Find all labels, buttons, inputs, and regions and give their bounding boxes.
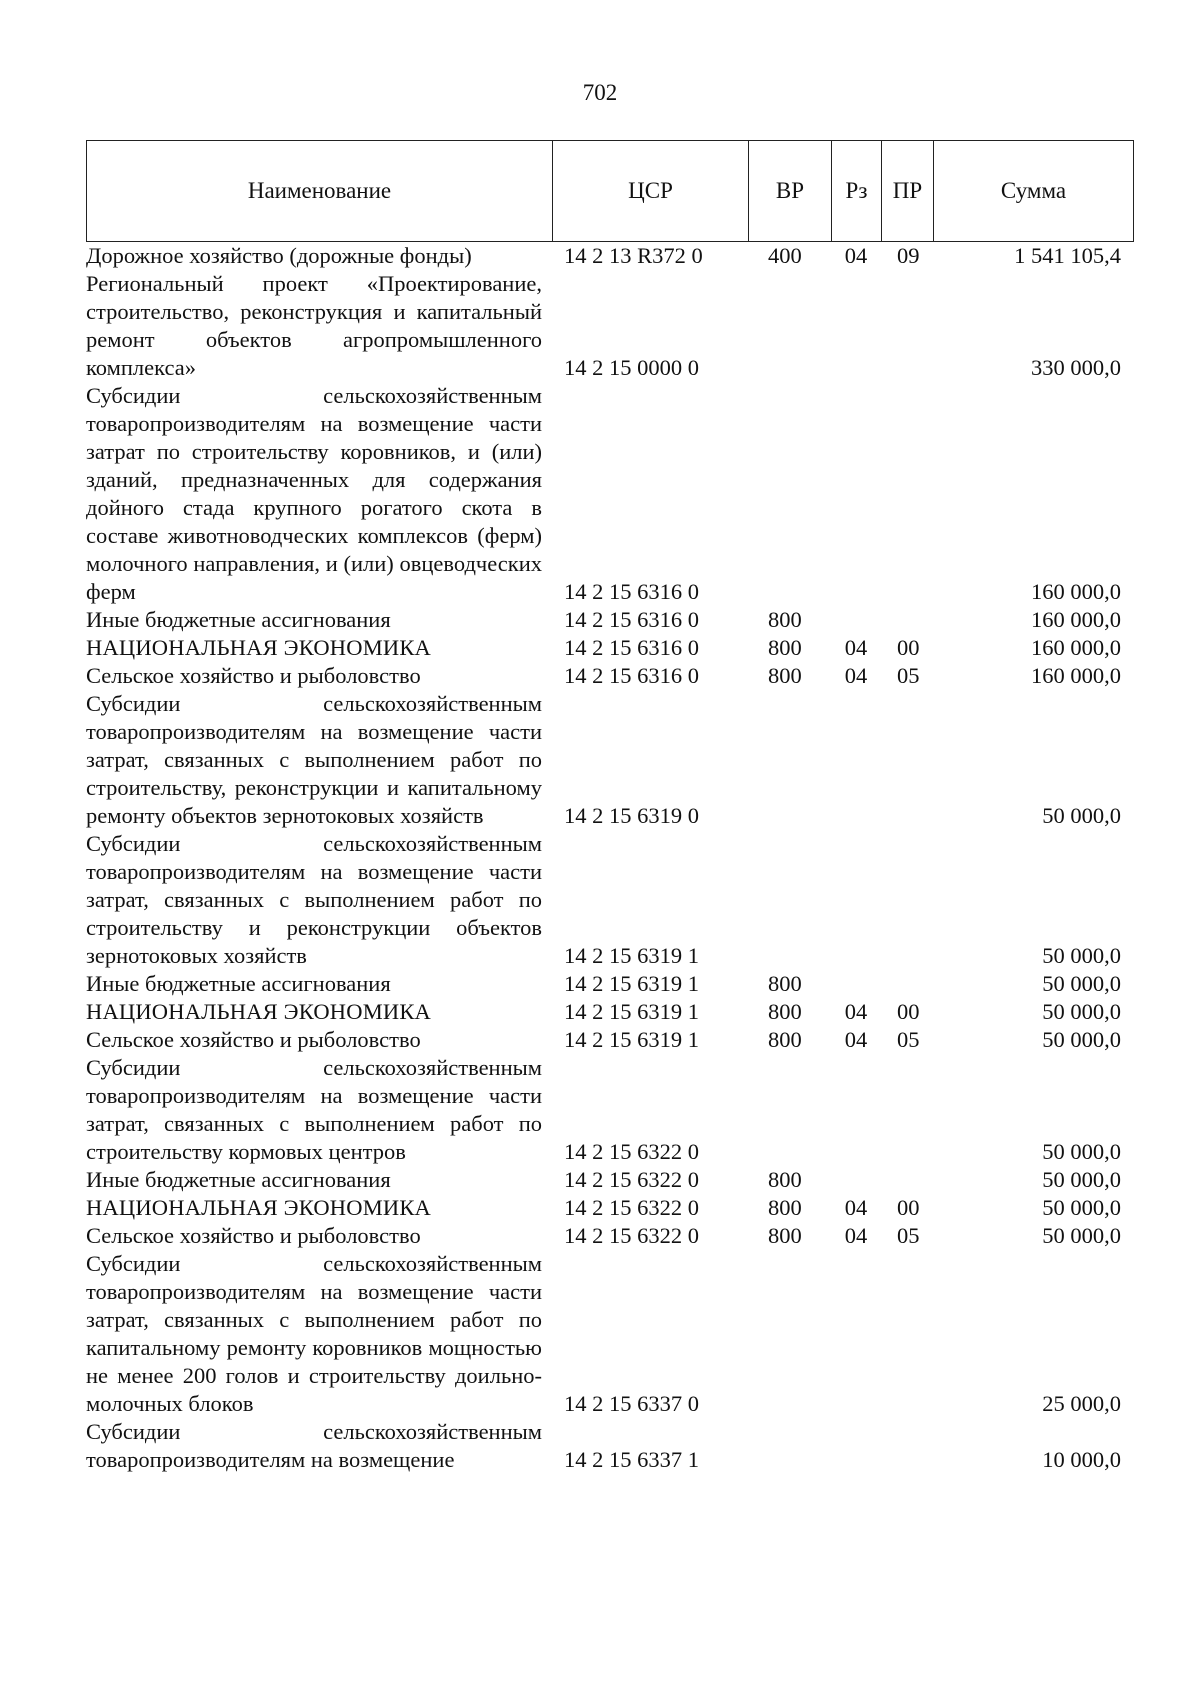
row-name: НАЦИОНАЛЬНАЯ ЭКОНОМИКА (86, 1195, 432, 1220)
cell-rz (831, 382, 881, 606)
cell-rz (831, 1166, 881, 1194)
cell-name (86, 1166, 552, 1194)
cell-sum: 50 000,0 (1042, 1195, 1121, 1220)
row-name: Региональный проект «Проектирование, строительство, реконструкция и капитальный ремонт объектов агропромышленного комплекса» (86, 271, 542, 380)
header-vr: ВР (749, 141, 832, 242)
cell-sum: 50 000,0 (1042, 999, 1121, 1024)
cell-name (86, 1054, 552, 1166)
budget-table (86, 242, 1133, 1474)
cell-rz (831, 830, 881, 970)
cell-pr: 00 (897, 999, 920, 1024)
cell-name (86, 634, 552, 662)
cell-rz (831, 606, 881, 634)
header-csr: ЦСР (553, 141, 749, 242)
cell-csr: 14 2 15 6322 0 (564, 1223, 699, 1248)
budget-table-body (86, 242, 1133, 1474)
cell-vr (748, 1418, 831, 1474)
cell-csr: 14 2 15 6322 0 (564, 1195, 699, 1220)
table-row (86, 606, 1133, 634)
table-row (86, 1166, 1133, 1194)
cell-rz (831, 1418, 881, 1474)
cell-vr: 400 (768, 243, 802, 268)
cell-vr (748, 270, 831, 382)
cell-rz: 04 (844, 1027, 868, 1052)
header-row (87, 141, 1134, 242)
cell-rz (831, 1054, 881, 1166)
cell-vr (748, 830, 831, 970)
row-name: Субсидии сельскохозяйственным товаропроизводителям на возмещение части затрат, связанных с выполнением работ по строительству кормовых центров (86, 1055, 542, 1164)
cell-pr (881, 690, 933, 830)
cell-name (86, 1418, 552, 1474)
row-name: Субсидии сельскохозяйственным товаропроизводителям на возмещение части затрат, связанных с выполнением работ по строительству, реконструкции и капитальному ремонту объектов зернотоковых хозяйств (86, 691, 542, 828)
table-row (86, 242, 1133, 270)
table-header (86, 140, 1134, 242)
cell-sum: 160 000,0 (1031, 607, 1121, 632)
cell-csr: 14 2 15 6337 0 (564, 1391, 699, 1416)
table-row (86, 270, 1133, 382)
cell-vr: 800 (768, 635, 802, 660)
cell-vr: 800 (768, 999, 802, 1024)
cell-sum: 50 000,0 (1042, 1027, 1121, 1052)
cell-sum: 50 000,0 (1042, 1223, 1121, 1248)
cell-rz: 04 (844, 635, 868, 660)
header-pr: ПР (882, 141, 934, 242)
cell-pr: 00 (897, 635, 920, 660)
cell-csr: 14 2 15 6319 1 (564, 971, 699, 996)
cell-pr (881, 1418, 933, 1474)
row-name: Субсидии сельскохозяйственным товаропроизводителям на возмещение (86, 1419, 542, 1472)
cell-name (86, 662, 552, 690)
row-name: Сельское хозяйство и рыболовство (86, 1223, 421, 1248)
cell-name (86, 998, 552, 1026)
cell-csr: 14 2 15 6316 0 (564, 607, 699, 632)
table-row (86, 382, 1133, 606)
row-name: НАЦИОНАЛЬНАЯ ЭКОНОМИКА (86, 635, 432, 660)
row-name: Иные бюджетные ассигнования (86, 607, 391, 632)
cell-csr: 14 2 15 6337 1 (564, 1447, 699, 1472)
cell-pr (881, 1054, 933, 1166)
cell-name (86, 690, 552, 830)
cell-name (86, 242, 552, 270)
cell-vr: 800 (768, 1167, 802, 1192)
row-name: Субсидии сельскохозяйственным товаропроизводителям на возмещение части затрат по строительству коровников, и (или) зданий, предназначенных для содержания дойного стада крупного рогатого скота в составе животноводческих комплексов (ферм) молочного направления, и (или) овцеводческих ферм (86, 383, 542, 604)
cell-vr: 800 (768, 1223, 802, 1248)
row-name: Сельское хозяйство и рыболовство (86, 663, 421, 688)
cell-vr: 800 (768, 663, 802, 688)
cell-pr: 00 (897, 1195, 920, 1220)
cell-pr: 09 (897, 243, 920, 268)
cell-pr (881, 382, 933, 606)
table-row (86, 970, 1133, 998)
row-name: Иные бюджетные ассигнования (86, 971, 391, 996)
row-name: Субсидии сельскохозяйственным товаропроизводителям на возмещение части затрат, связанных с выполнением работ по строительству и реконструкции объектов зернотоковых хозяйств (86, 831, 542, 968)
cell-rz: 04 (844, 243, 868, 268)
cell-sum: 160 000,0 (1031, 579, 1121, 604)
cell-name (86, 830, 552, 970)
cell-name (86, 270, 552, 382)
cell-vr (748, 382, 831, 606)
cell-pr (881, 970, 933, 998)
cell-name (86, 1222, 552, 1250)
cell-rz: 04 (844, 1195, 868, 1220)
page-number: 702 (582, 80, 618, 105)
cell-pr (881, 270, 933, 382)
cell-sum: 10 000,0 (1042, 1447, 1121, 1472)
row-name: Субсидии сельскохозяйственным товаропроизводителям на возмещение части затрат, связанных с выполнением работ по капитальному ремонту коровников мощностью не менее 200 голов и строительству доильно-молочных блоков (86, 1251, 542, 1416)
table-row (86, 690, 1133, 830)
table-row (86, 1250, 1133, 1418)
cell-rz (831, 1250, 881, 1418)
cell-name (86, 1026, 552, 1054)
cell-pr: 05 (897, 663, 920, 688)
cell-vr: 800 (768, 607, 802, 632)
cell-csr: 14 2 15 0000 0 (564, 355, 699, 380)
cell-sum: 50 000,0 (1042, 943, 1121, 968)
row-name: НАЦИОНАЛЬНАЯ ЭКОНОМИКА (86, 999, 432, 1024)
cell-name (86, 970, 552, 998)
cell-name (86, 1250, 552, 1418)
cell-name (86, 1194, 552, 1222)
cell-vr: 800 (768, 1195, 802, 1220)
cell-pr (881, 1166, 933, 1194)
cell-pr: 05 (897, 1223, 920, 1248)
table-row (86, 1194, 1133, 1222)
cell-sum: 330 000,0 (1031, 355, 1121, 380)
cell-csr: 14 2 13 R372 0 (564, 243, 703, 268)
cell-sum: 160 000,0 (1031, 635, 1121, 660)
table-row (86, 1026, 1133, 1054)
cell-csr: 14 2 15 6316 0 (564, 635, 699, 660)
cell-sum: 50 000,0 (1042, 1139, 1121, 1164)
cell-pr (881, 830, 933, 970)
cell-csr: 14 2 15 6319 1 (564, 999, 699, 1024)
table-row (86, 830, 1133, 970)
table-row (86, 1054, 1133, 1166)
cell-vr (748, 690, 831, 830)
cell-vr (748, 1250, 831, 1418)
cell-rz (831, 690, 881, 830)
table-row (86, 1418, 1133, 1474)
cell-csr: 14 2 15 6322 0 (564, 1167, 699, 1192)
cell-sum: 160 000,0 (1031, 663, 1121, 688)
cell-rz: 04 (844, 999, 868, 1024)
header-rz: Рз (832, 141, 882, 242)
cell-csr: 14 2 15 6316 0 (564, 663, 699, 688)
table-row (86, 998, 1133, 1026)
cell-rz: 04 (844, 663, 868, 688)
cell-csr: 14 2 15 6319 1 (564, 1027, 699, 1052)
cell-vr (748, 1054, 831, 1166)
cell-sum: 25 000,0 (1042, 1391, 1121, 1416)
cell-pr (881, 1250, 933, 1418)
cell-csr: 14 2 15 6319 0 (564, 803, 699, 828)
cell-vr: 800 (768, 971, 802, 996)
cell-csr: 14 2 15 6322 0 (564, 1139, 699, 1164)
cell-sum: 50 000,0 (1042, 971, 1121, 996)
cell-pr: 05 (897, 1027, 920, 1052)
cell-vr: 800 (768, 1027, 802, 1052)
cell-name (86, 382, 552, 606)
table-row (86, 634, 1133, 662)
cell-sum: 50 000,0 (1042, 803, 1121, 828)
cell-rz (831, 970, 881, 998)
row-name: Иные бюджетные ассигнования (86, 1167, 391, 1192)
cell-rz (831, 270, 881, 382)
cell-csr: 14 2 15 6316 0 (564, 579, 699, 604)
cell-csr: 14 2 15 6319 1 (564, 943, 699, 968)
table-row (86, 1222, 1133, 1250)
cell-pr (881, 606, 933, 634)
row-name: Дорожное хозяйство (дорожные фонды) (86, 243, 472, 268)
cell-rz: 04 (844, 1223, 868, 1248)
table-row (86, 662, 1133, 690)
cell-sum: 1 541 105,4 (1014, 243, 1121, 268)
header-name: Наименование (87, 141, 553, 242)
row-name: Сельское хозяйство и рыболовство (86, 1027, 421, 1052)
cell-name (86, 606, 552, 634)
cell-sum: 50 000,0 (1042, 1167, 1121, 1192)
header-sum: Сумма (934, 141, 1134, 242)
